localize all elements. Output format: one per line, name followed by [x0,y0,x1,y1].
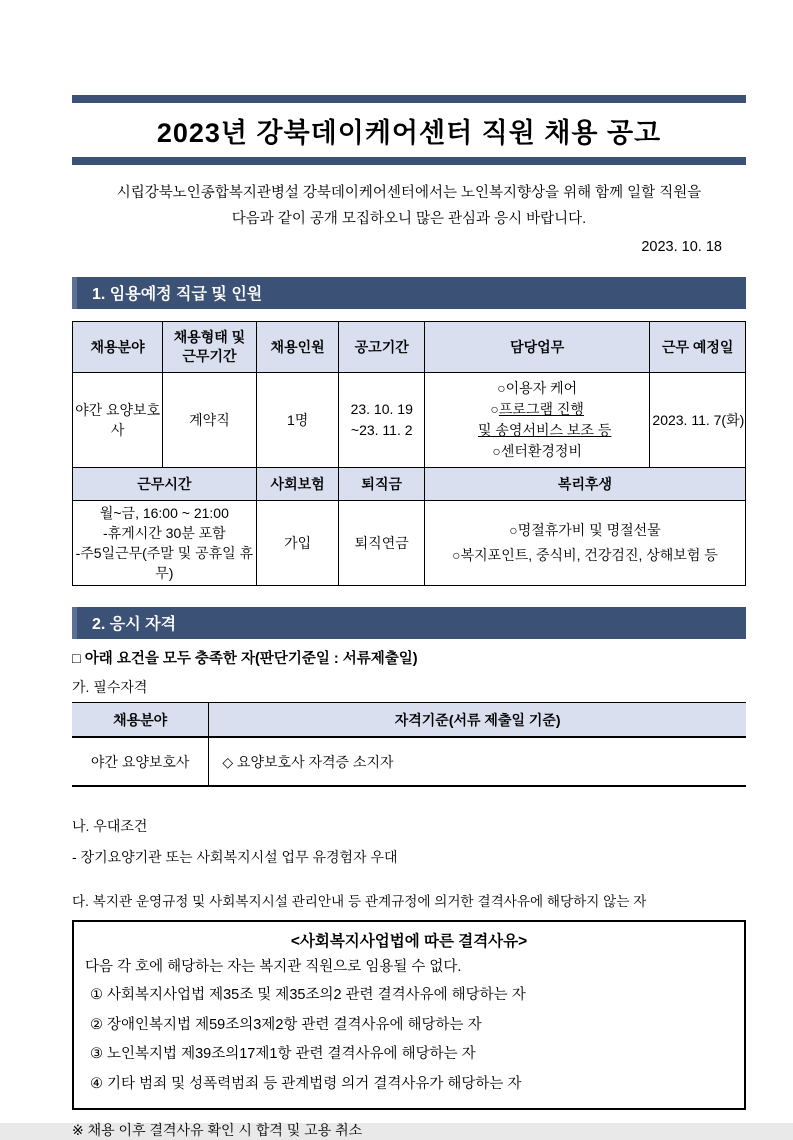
qual-cell-criteria: ◇ 요양보호사 자격증 소지자 [222,753,394,770]
bullet-circle-icon: ○ [490,401,499,418]
qual-cell-field: 야간 요양보호사 [72,737,209,786]
col-header-count: 채용인원 [256,322,339,373]
document-title: 2023년 강북데이케어센터 직원 채용 공고 [156,118,662,148]
title-banner [72,95,746,165]
preference-detail: - 장기요양기관 또는 사회복지시설 업무 유경험자 우대 [72,849,398,866]
disqualification-intro: 다음 각 호에 해당하는 자는 복지관 직원으로 임용될 수 없다. [85,959,462,976]
recruit-data-row-2 [73,501,746,586]
recruit-header-row [73,322,746,373]
qual-data-row [72,737,746,786]
cell-duties [424,373,649,468]
duty-line [427,441,647,462]
qual-header-field: 채용분야 [72,703,209,738]
qualification-table [72,702,746,787]
disqualification-item: ② 장애인복지법 제59조의3제2항 관련 결격사유에 해당하는 자 [90,1016,482,1033]
cell-severance: 퇴직연금 [339,501,424,586]
posting-date: 2023. 10. 18 [641,239,722,256]
col-header-type: 채용형태 및 근무기간 [163,322,257,373]
duty-line [427,378,647,399]
period-line-1: 23. 10. 19 [350,401,413,418]
qual-header-row [72,703,746,738]
cell-type: 계약직 [163,373,257,468]
duty-text: 센터환경정비 [500,443,582,460]
col-header-field: 채용분야 [73,322,163,373]
intro-paragraph [72,180,746,232]
duty-text: 프로그램 진행 [498,401,584,418]
cell-field: 야간 요양보호사 [73,373,163,468]
cell-count: 1명 [256,373,339,468]
welfare-line: ○복지포인트, 중식비, 건강검진, 상해보험 등 [452,547,718,564]
cell-welfare [424,501,745,586]
hours-line: -휴게시간 30분 포함 [103,525,226,542]
cancellation-note: ※ 채용 이후 결격사유 확인 시 합격 및 고용 취소 [72,1122,363,1139]
welfare-line: ○명절휴가비 및 명절선물 [509,522,661,539]
col-header-hours: 근무시간 [73,468,257,501]
col-header-duties: 담당업무 [424,322,649,373]
bullet-circle-icon: ○ [492,443,501,460]
subsection-da: 다. 복지관 운영규정 및 사회복지시설 관리안내 등 관계규정에 의거한 결격사유에 해당하지 않는 자 [72,894,647,910]
recruitment-table [72,321,746,586]
hours-line: 월~금, 16:00 ~ 21:00 [99,505,229,522]
hours-line: -주5일근무(주말 및 공휴일 휴무) [75,545,254,582]
disqualification-item: ① 사회복지사업법 제35조 및 제35조의2 관련 결격사유에 해당하는 자 [90,987,526,1004]
duty-text: 이용자 케어 [505,380,578,397]
col-header-insurance: 사회보험 [256,468,339,501]
period-line-2: ~23. 11. 2 [350,422,413,439]
disqualification-box [72,920,746,1110]
duty-text: 및 송영서비스 보조 등 [477,422,612,439]
duty-line [427,420,647,441]
requirement-note: □ 아래 요건을 모두 충족한 자(판단기준일 : 서류제출일) [72,651,418,668]
bullet-circle-icon: ○ [497,380,506,397]
col-header-period: 공고기간 [339,322,424,373]
disqualification-item: ③ 노인복지법 제39조의17제1항 관련 결격사유에 해당하는 자 [90,1046,476,1063]
recruit-data-row [73,373,746,468]
col-header-welfare: 복리후생 [424,468,745,501]
cell-start-date: 2023. 11. 7(화) [650,373,746,468]
col-header-start-date: 근무 예정일 [650,322,746,373]
title-top-rule [72,95,746,103]
duty-line [427,399,647,420]
cell-period [339,373,424,468]
cell-hours [73,501,257,586]
col-header-severance: 퇴직금 [339,468,424,501]
intro-line-2: 다음과 같이 공개 모집하오니 많은 관심과 응시 바랍니다. [231,211,587,228]
section2-heading: 2. 응시 자격 [72,607,746,639]
title-bottom-rule [72,157,746,165]
cell-insurance: 가입 [256,501,339,586]
qual-header-criteria: 자격기준(서류 제출일 기준) [209,703,746,738]
intro-line-1: 시립강북노인종합복지관병설 강북데이케어센터에서는 노인복지향상을 위해 함께 일할 직원을 [116,185,702,201]
section1-heading: 1. 임용예정 직급 및 인원 [72,277,746,309]
disqualification-item: ④ 기타 범죄 및 성폭력범죄 등 관계법령 의거 결격사유가 해당하는 자 [90,1075,522,1092]
disqualification-box-title: <사회복지사업법에 따른 결격사유> [290,933,528,951]
subsection-ga: 가. 필수자격 [72,679,148,696]
recruit-header-row-2 [73,468,746,501]
document-content [72,95,746,1140]
subsection-na: 나. 우대조건 [72,818,148,835]
